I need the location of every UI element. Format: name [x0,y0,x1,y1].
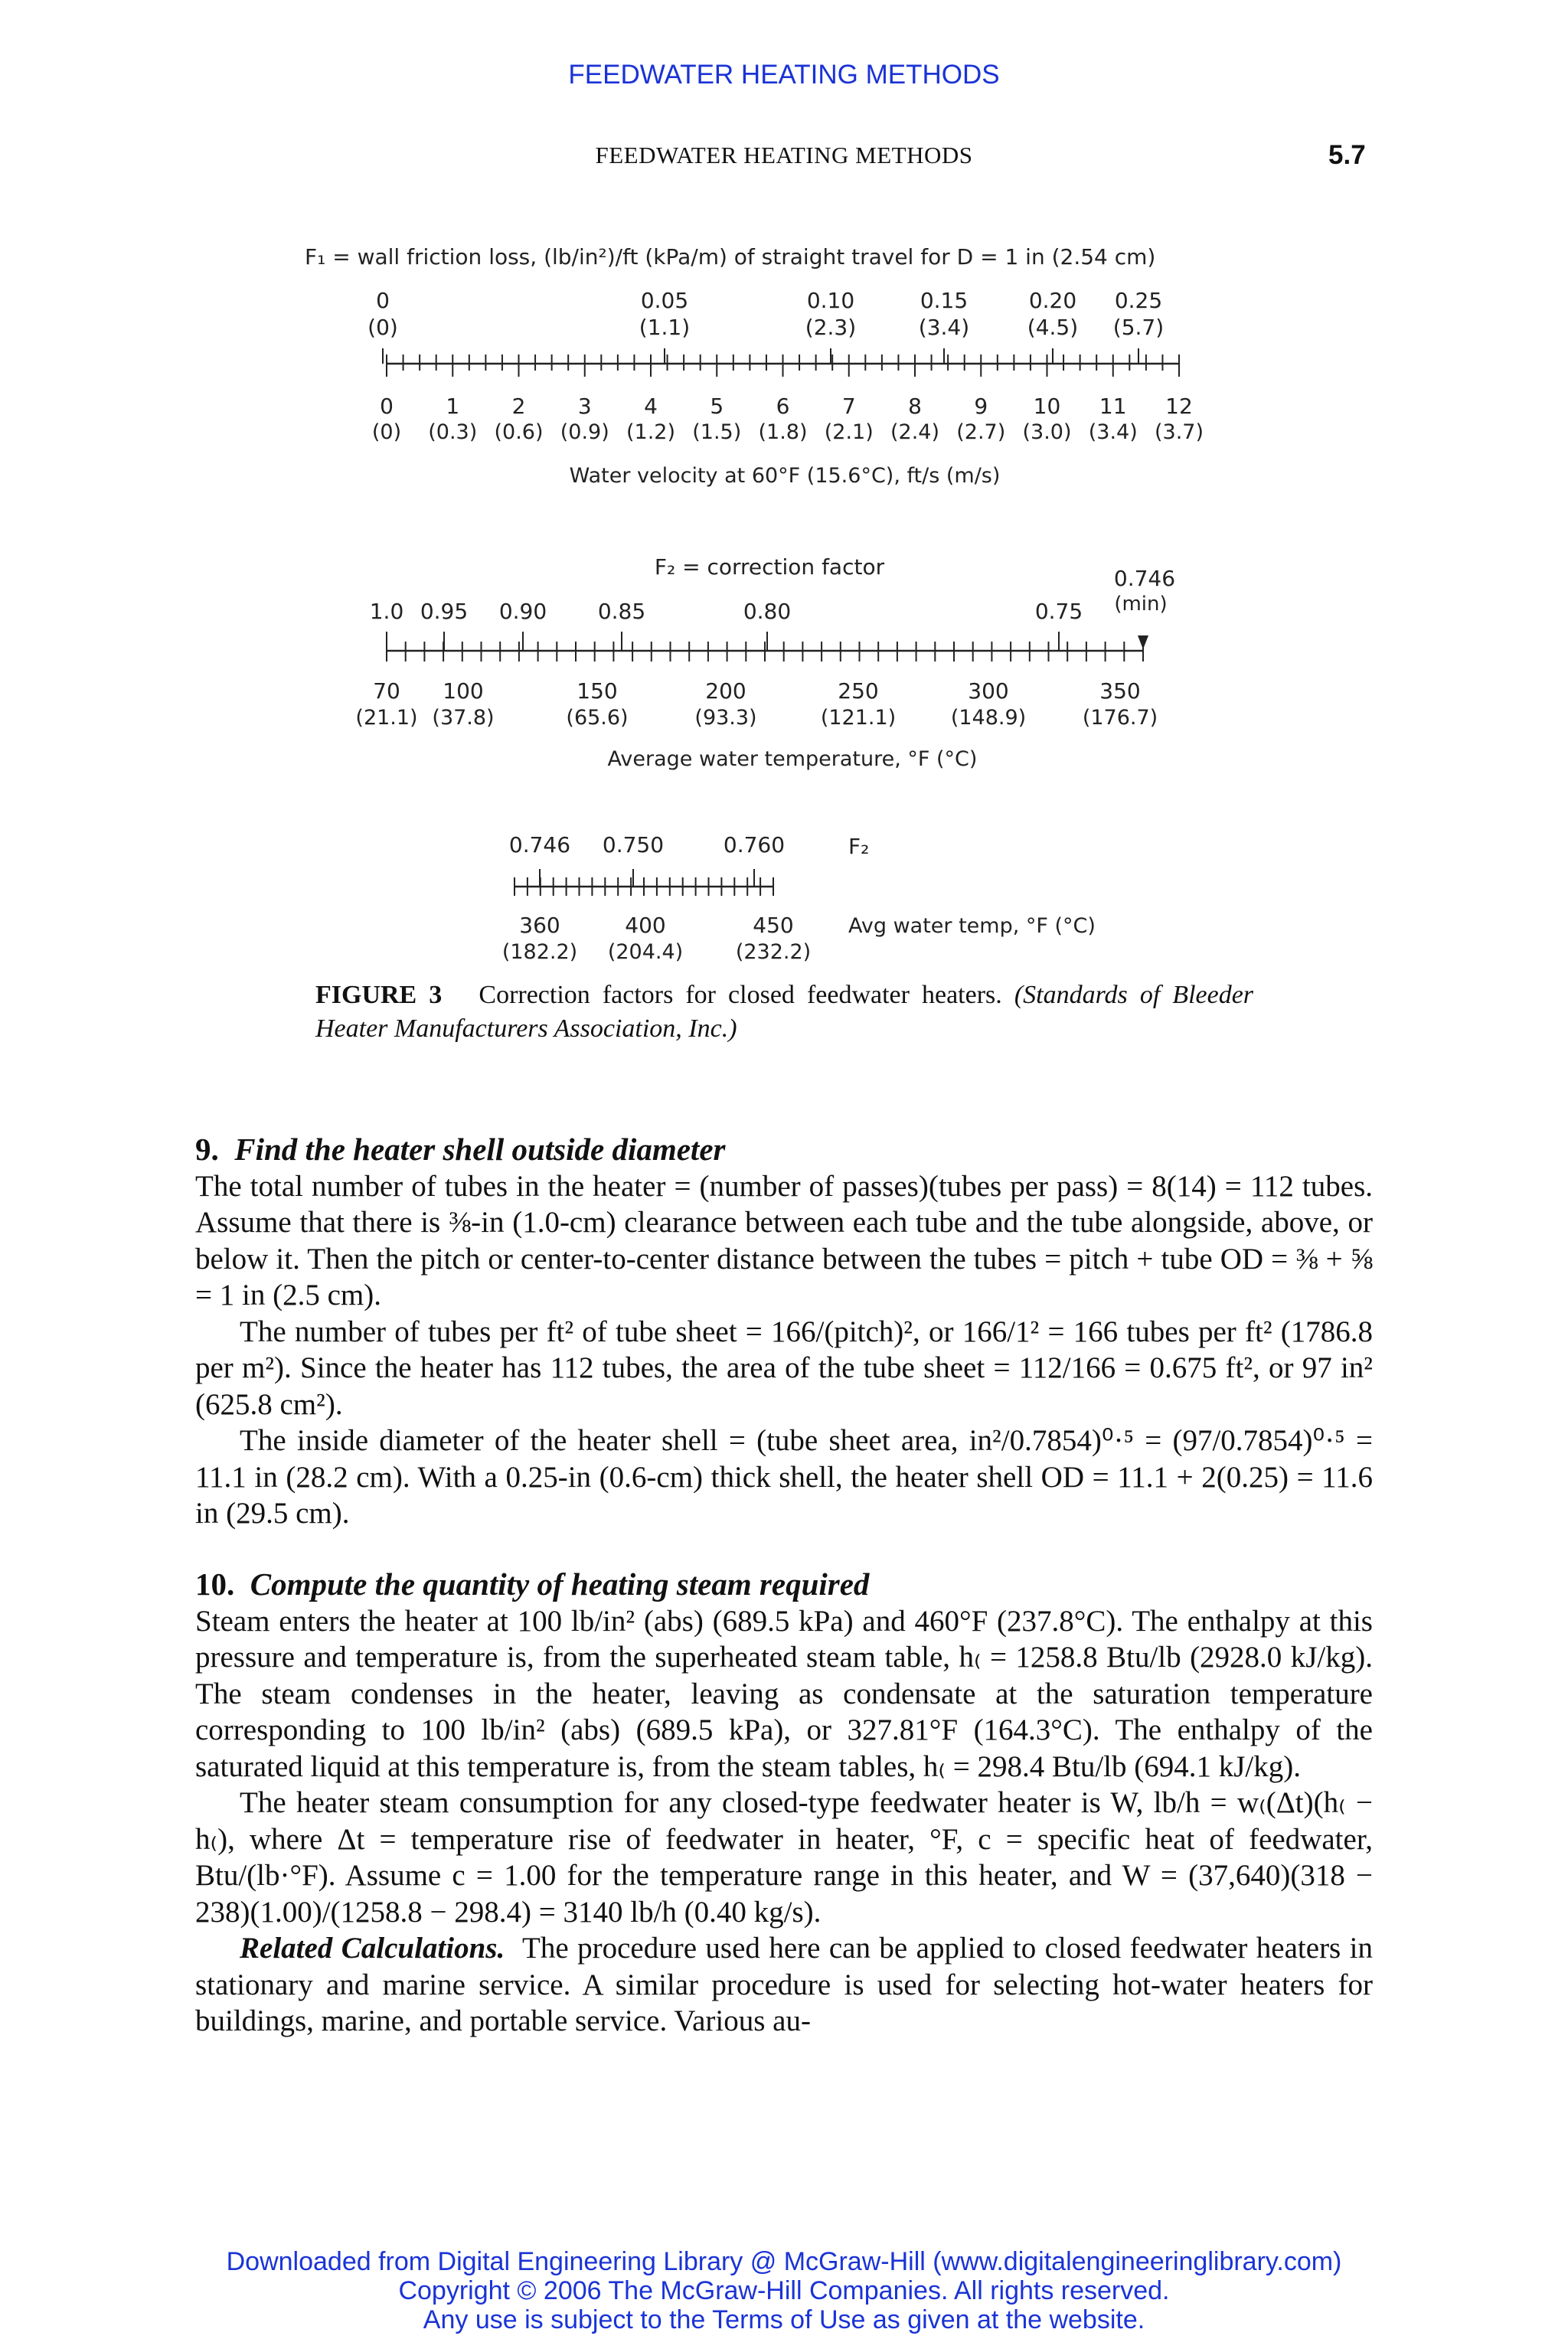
scale1-bottom-value: 12 [1165,394,1193,419]
section-9-number: 9. [195,1132,219,1167]
scale2-top-value: 0.75 [1034,599,1083,624]
scale1-bottom-metric: (1.5) [692,420,742,444]
scale1-bottom-metric: (3.0) [1022,420,1072,444]
section-9-paragraph-2: The number of tubes per ft² of tube sheet = 166/(pitch)², or 166/1² = 166 tubes per ft² (1786.8 per m²). Since the heater has 112 tubes, the area of the tube sheet = 112/166 = 0.675 ft², or 97 in² (625.8 cm²). [195,1315,1373,1421]
scale3-bottom-value: 360 [519,913,560,938]
scale2-bottom-value: 300 [968,678,1009,704]
footer-copyright: Copyright © 2006 The McGraw-Hill Companies. All rights reserved. [398,2276,1170,2305]
scale1-bottom-labels [372,394,1204,444]
scale1-bottom-metric: (0.6) [494,420,544,444]
figure-3-nomograph [0,0,1568,972]
section-9-paragraph-3: The inside diameter of the heater shell = (tube sheet area, in²/0.7854)⁰·⁵ = (97/0.7854)⁰·⁵ = 11.1 in (28.2 cm). With a 0.25-in (0.6-cm) thick shell, the heater shell OD = 11.1 + 2(0.25) = 11.6 in (29.5 cm). [195,1424,1373,1530]
scale2-top-value: 0.80 [743,599,792,624]
scale2-bottom-value: 150 [577,678,618,704]
scale2-bottom-metric: (176.7) [1082,706,1158,730]
running-header-link[interactable]: FEEDWATER HEATING METHODS [568,60,1000,90]
scale3-bottom-metric: (204.4) [607,940,684,964]
scale1-bottom-value: 9 [974,394,988,419]
scale1-bottom-value: 2 [511,394,526,419]
scale1-bottom-metric: (0.3) [428,420,478,444]
scale2-bottom-value: 350 [1099,678,1141,704]
caption-label: FIGURE 3 [315,981,443,1009]
scale1-top-metric: (3.4) [918,315,970,340]
section-9-title: Find the heater shell outside diameter [234,1132,726,1167]
section-10-heading [195,1566,1373,1603]
scale2-bottom-labels [355,678,1158,730]
scale1-title: F₁ = wall friction loss, (lb/in²)/ft (kPa/m) of straight travel for D = 1 in (2.54 cm) [305,244,1156,270]
scale2-top-value: 0.95 [420,599,469,624]
scale2-bottom-metric: (65.6) [566,706,629,730]
scale1-bottom-value: 10 [1033,394,1061,419]
scale3-ticks [514,869,773,896]
scale2-bottom-value: 250 [838,678,879,704]
scale3-bottom-labels [502,913,811,964]
scale2-title: F₂ = correction factor [654,554,885,580]
scale2-top-value: 0.90 [498,599,547,624]
scale1-top-labels [368,288,1164,340]
scale1-bottom-metric: (2.4) [890,420,940,444]
scale3-top-value: 0.760 [723,832,786,858]
scale1-top-value: 0.20 [1028,288,1077,313]
figure-caption [315,978,1253,1046]
scale2-top-value: 1.0 [369,599,404,624]
section-10-related [195,1930,1373,2040]
section-10 [195,1566,1373,2040]
scale1-bottom-metric: (0) [371,420,402,444]
scale2-top-labels [370,599,1083,624]
scale3-top-value: 0.750 [602,832,665,858]
section-9 [195,1132,1373,1532]
footer-download-link[interactable]: Downloaded from Digital Engineering Library @ McGraw-Hill (www.digitalengineeringlibrary.com) [226,2247,1342,2276]
scale1-axis-label: Water velocity at 60°F (15.6°C), ft/s (m/s) [569,464,1001,488]
scale2-min-arrow [1138,635,1148,649]
section-10-title: Compute the quantity of heating steam required [250,1566,870,1602]
page-header-title: FEEDWATER HEATING METHODS [595,142,973,168]
scale1-bottom-value: 8 [908,394,922,419]
scale2-top-value: 0.85 [597,599,646,624]
scale1-top-metric: (1.1) [639,315,691,340]
scale1-bottom-metric: (2.7) [956,420,1006,444]
footer-terms-link[interactable]: Any use is subject to the Terms of Use as given at the website. [423,2305,1145,2334]
scale3-axis-label: Avg water temp, °F (°C) [848,914,1096,938]
caption-text: Correction factors for closed feedwater heaters. [479,981,1002,1009]
caption-source: (Standards of Bleeder Heater Manufacturers Association, Inc.) [315,981,1254,1043]
scale3-top-value: 0.746 [508,832,571,858]
scale2-min-label: (min) [1114,593,1168,616]
scale1-top-value: 0 [376,288,390,313]
scale1-bottom-metric: (0.9) [560,420,609,444]
section-9-paragraph-1: The total number of tubes in the heater = (number of passes)(tubes per pass) = 8(14) = 112 tubes. Assume that there is ⅜-in (1.0-cm) clearance between each tube and the tube alongside, above, or below it. Then the pitch or center-to-center distance between the tubes = pitch + tube OD = ⅜ + ⅝ = 1 in (2.5 cm). [195,1169,1373,1312]
scale1-top-metric: (5.7) [1112,315,1165,340]
scale1-ticks [383,348,1179,377]
scale1-bottom-value: 5 [710,394,724,419]
scale2-bottom-metric: (93.3) [694,706,757,730]
scale1-bottom-value: 1 [446,394,460,419]
scale1-top-metric: (4.5) [1027,315,1079,340]
related-calculations-label: Related Calculations. [240,1932,505,1965]
scale3-top-title: F₂ [848,834,870,859]
scale3-bottom-value: 400 [625,913,666,938]
scale1-bottom-metric: (3.4) [1088,420,1138,444]
scale1-bottom-metric: (3.7) [1154,420,1204,444]
scale1-bottom-metric: (1.8) [758,420,808,444]
scale2-min-value: 0.746 [1113,566,1176,591]
scale1-bottom-metric: (2.1) [824,420,874,444]
scale1-bottom-value: 3 [577,394,592,419]
scale3-bottom-metric: (232.2) [735,940,812,964]
scale1-top-value: 0.05 [640,288,689,313]
scale2-bottom-metric: (37.8) [432,706,495,730]
scale2-bottom-metric: (21.1) [355,706,418,730]
related-calculations-text: The procedure used here can be applied to closed feedwater heaters in stationary and marine service. A similar procedure is used for selecting hot-water heaters for buildings, marine, and portable service. Various au- [195,1932,1373,2037]
scale1-top-value: 0.15 [920,288,969,313]
scale2-bottom-value: 100 [443,678,484,704]
scale3-top-labels [509,832,785,858]
page-number: 5.7 [1328,140,1366,170]
section-10-paragraph-2: The heater steam consumption for any closed-type feedwater heater is W, lb/h = w₍(Δt)(h₍ − h₍), where Δt = temperature rise of feedwater in heater, °F, c = specific heat of feedwater, Btu/(lb·°F). Assume c = 1.00 for the temperature range in this heater, and W = (37,640)(318 − 238)(1.00)/(1258.8 − 298.4) = 3140 lb/h (0.40 kg/s). [195,1786,1373,1929]
scale2-bottom-metric: (121.1) [820,706,897,730]
scale1-bottom-value: 0 [380,394,394,419]
scale1-bottom-value: 4 [644,394,658,419]
scale1-bottom-metric: (1.2) [626,420,676,444]
scale1-bottom-value: 11 [1099,394,1127,419]
scale3-bottom-metric: (182.2) [501,940,578,964]
scale2-bottom-value: 200 [705,678,746,704]
scale2-ticks [387,632,1143,662]
scale1-top-value: 0.25 [1114,288,1163,313]
scale3-bottom-value: 450 [753,913,794,938]
scale2-bottom-value: 70 [373,678,400,704]
section-10-paragraph-1: Steam enters the heater at 100 lb/in² (abs) (689.5 kPa) and 460°F (237.8°C). The enthalpy at this pressure and temperature is, from the superheated steam table, h₍ = 1258.8 Btu/lb (2928.0 kJ/kg). The steam condenses in the heater, leaving as condensate at the saturation temperature corresponding to 100 lb/in² (abs) (689.5 kPa), or 327.81°F (164.3°C). The enthalpy of the saturated liquid at this temperature is, from the steam tables, h₍ = 298.4 Btu/lb (694.1 kJ/kg). [195,1604,1373,1783]
scale1-bottom-value: 6 [776,394,790,419]
section-9-heading [195,1132,1373,1168]
scale1-top-value: 0.10 [806,288,855,313]
scale2-bottom-metric: (148.9) [950,706,1027,730]
scale1-top-metric: (2.3) [805,315,857,340]
section-10-number: 10. [195,1566,235,1602]
scale1-bottom-value: 7 [841,394,856,419]
scale2-axis-label: Average water temperature, °F (°C) [607,747,978,771]
scale1-top-metric: (0) [368,315,398,340]
